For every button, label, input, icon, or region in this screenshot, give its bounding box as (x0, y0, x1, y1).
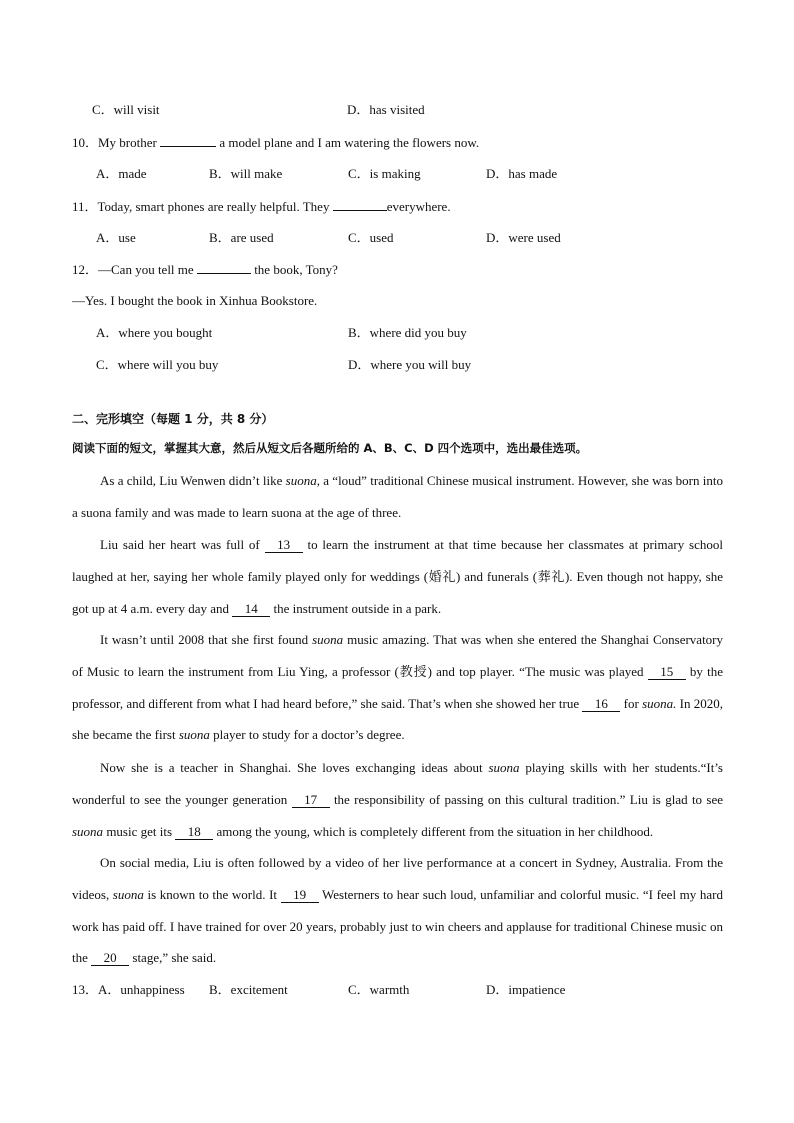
p3-text-e: In 2020, she became the first (72, 695, 723, 743)
q13-option-d: D．impatience (486, 982, 566, 997)
question-10 (72, 133, 479, 152)
q10-stem-post: a model plane and I am watering the flowers now. (216, 135, 480, 150)
q9-option-d: D．has visited (347, 102, 425, 117)
p2-text-b: to learn the instrument at that time because her classmates at primary school laughed at her, saying her whole family played only for weddings (婚礼) and funerals (葬礼). Even though not happy, she got up at 4 a.m. every day and (72, 537, 723, 616)
p1-text-b: , a “loud” traditional Chinese musical instrument. However, she was born into a suona family and was made to learn suona at the age of three. (72, 473, 723, 520)
blank-16: 16 (582, 696, 620, 712)
p3-suona-2: suona. (642, 695, 677, 711)
q12-stem-post: the book, Tony? (250, 262, 338, 277)
blank-15: 15 (648, 664, 686, 680)
q10-blank (160, 133, 216, 147)
q12-answer-line: —Yes. I bought the book in Xinhua Bookstore. (72, 293, 318, 308)
p4-suona-1: suona (488, 760, 520, 775)
p1-text-a: As a child, Liu Wenwen didn’t like (100, 473, 286, 488)
question-12 (72, 260, 338, 279)
q12-option-c: C．where will you buy (96, 357, 219, 372)
blank-14: 14 (232, 601, 270, 617)
passage-paragraph-5 (72, 847, 723, 974)
q12-blank (197, 260, 251, 274)
p4-text-b: playing skills with her students.“It’s wonderful to see the younger generation (72, 760, 723, 807)
q11-stem-pre: 11．Today, smart phones are really helpful. They (72, 199, 333, 214)
p3-text-a: It wasn’t until 2008 that she first found (100, 632, 313, 647)
q11-option-c: C．used (348, 230, 394, 245)
q10-option-b: B．will make (209, 166, 283, 181)
passage-paragraph-2 (72, 529, 723, 624)
q10-option-a: A．made (96, 166, 147, 181)
p5-text-a: On social media, Liu is often followed by a video of her live performance at a concert in Sydney, Australia. From the videos, (72, 855, 723, 902)
p3-text-d: for (620, 695, 643, 711)
p4-text-e: among the young, which is completely different from the situation in her childhood. (213, 823, 654, 839)
p3-suona-1: suona (312, 632, 344, 647)
q11-blank (333, 197, 387, 211)
section-instruction: 阅读下面的短文，掌握其大意，然后从短文后各题所给的 A、B、C、D 四个选项中，选出最佳选项。 (72, 441, 588, 455)
p5-text-b: is known to the world. It (143, 886, 281, 902)
passage-paragraph-4 (72, 752, 723, 847)
p5-text-c: Westerners to hear such loud, unfamiliar and colorful music. “I feel my hard work has paid off. I have trained for over 20 years, probably just to win cheers and applause for traditional Chinese music on the (72, 886, 723, 966)
q12-option-d: D．where you will buy (348, 357, 472, 372)
q11-stem-post: everywhere. (386, 199, 451, 214)
q10-option-c: C．is making (348, 166, 421, 181)
p4-text-a: Now she is a teacher in Shanghai. She loves exchanging ideas about (100, 760, 489, 775)
q13-option-c: C．warmth (348, 982, 410, 997)
p4-text-c: the responsibility of passing on this cultural tradition.” Liu is glad to see (329, 791, 724, 807)
p1-suona: suona (285, 473, 317, 488)
q11-option-a: A．use (96, 230, 136, 245)
blank-19: 19 (281, 887, 319, 903)
blank-20: 20 (91, 950, 129, 966)
blank-13: 13 (265, 537, 303, 553)
p3-text-b: music amazing. That was when she entered the Shanghai Conservatory of Music to learn the instrument from Liu Ying, a professor (教授) and top player. “The music was played (72, 632, 724, 679)
passage-paragraph-1 (72, 465, 723, 529)
p2-text-a: Liu said her heart was full of (100, 537, 265, 552)
q12-option-b: B．where did you buy (348, 325, 467, 340)
question-11 (72, 197, 451, 216)
p5-suona: suona (112, 886, 144, 902)
p4-text-d: music get its (103, 823, 176, 839)
p5-text-d: stage,” she said. (129, 950, 217, 966)
blank-18: 18 (175, 824, 213, 840)
q11-option-b: B．are used (209, 230, 274, 245)
q13-option-b: B．excitement (209, 982, 288, 997)
q12-option-a: A．where you bought (96, 325, 213, 340)
p4-suona-2: suona (72, 823, 104, 839)
p3-suona-3: suona (178, 727, 210, 743)
p2-text-c: the instrument outside in a park. (270, 600, 442, 616)
q10-stem-pre: 10．My brother (72, 135, 161, 150)
q11-option-d: D．were used (486, 230, 561, 245)
blank-17: 17 (292, 792, 330, 808)
q10-option-d: D．has made (486, 166, 558, 181)
p3-text-c: by the professor, and different from what I had heard before,” she said. That’s when she showed her true (72, 663, 723, 711)
passage-paragraph-3 (72, 624, 723, 751)
q13-option-a: 13．A．unhappiness (72, 982, 185, 997)
p3-text-f: player to study for a doctor’s degree. (209, 727, 405, 743)
q12-stem-pre: 12．—Can you tell me (72, 262, 197, 277)
q9-option-c: C．will visit (92, 102, 160, 117)
section-title: 二、完形填空（每题 1 分，共 8 分） (72, 412, 274, 426)
